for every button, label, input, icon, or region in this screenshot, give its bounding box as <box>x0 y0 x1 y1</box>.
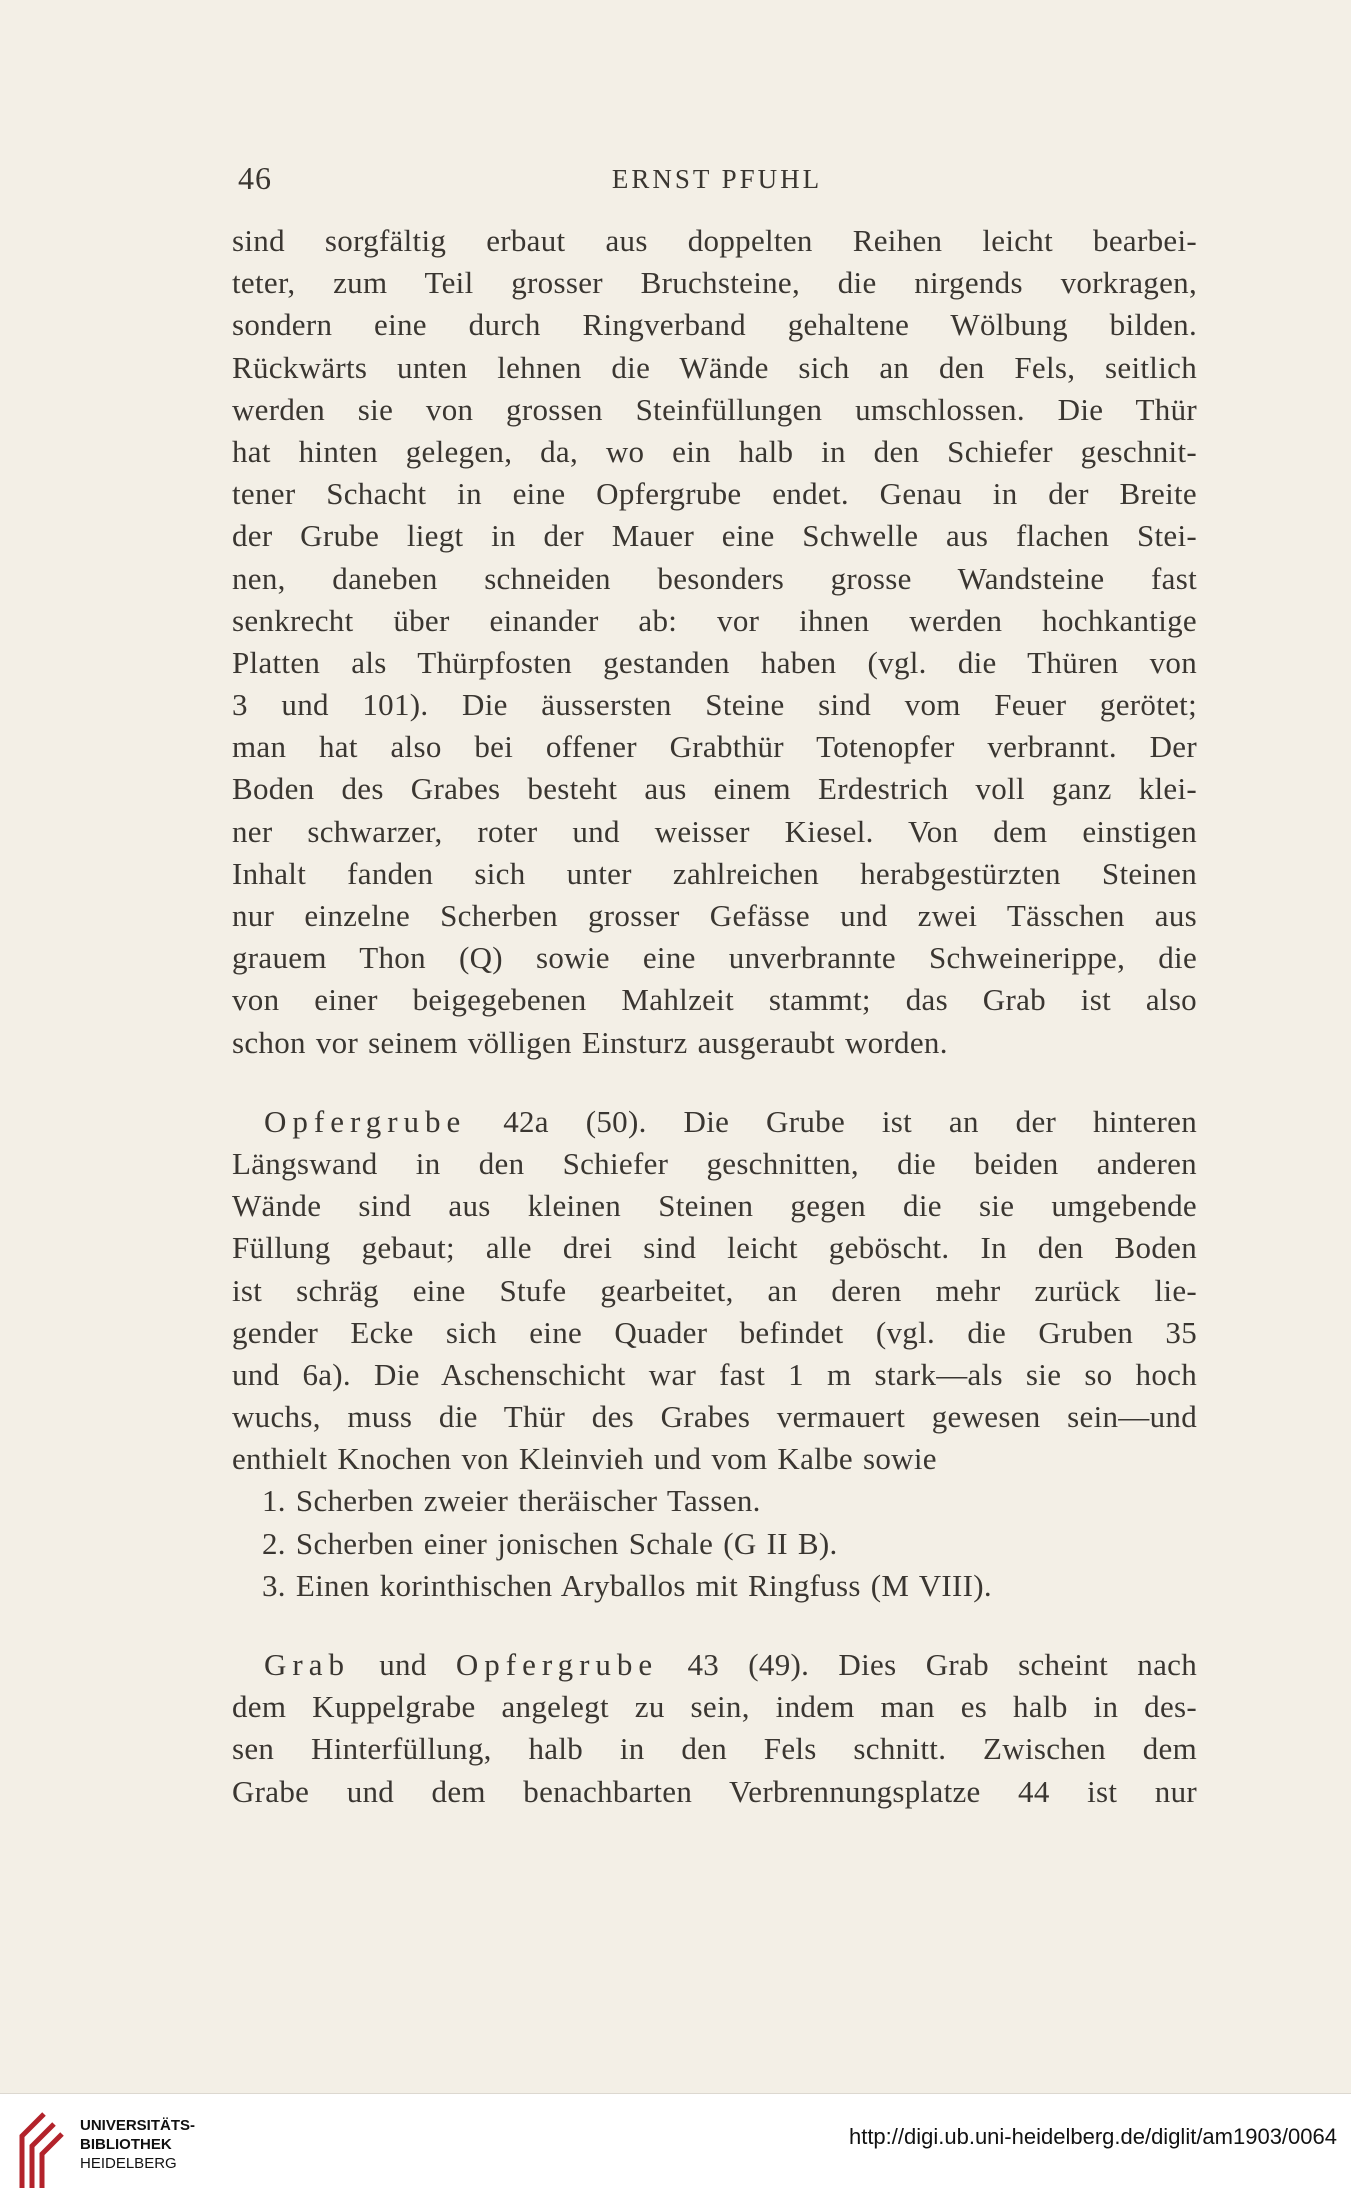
text-line: sondern eine durch Ringverband gehaltene Wölbung bilden. <box>232 307 1197 343</box>
text-span: 42a (50). Die Grube ist an der hinteren <box>466 1103 1197 1139</box>
text-line: Längswand in den Schiefer geschnitten, die beiden anderen <box>232 1145 1197 1181</box>
list-item: 2. Scherben einer jonischen Schale (G II B). <box>262 1525 838 1561</box>
text-line: teter, zum Teil grosser Bruchsteine, die nirgends vorkragen, <box>232 265 1197 301</box>
text-line: grauem Thon (Q) sowie eine unverbrannte Schweinerippe, die <box>232 940 1197 976</box>
text-line: schon vor seinem völligen Einsturz ausgeraubt worden. <box>232 1024 948 1060</box>
text-line: Füllung gebaut; alle drei sind leicht geböscht. In den Boden <box>232 1230 1197 1266</box>
text-line: ner schwarzer, roter und weisser Kiesel. Von dem einstigen <box>232 813 1197 849</box>
running-title: ERNST PFUHL <box>611 164 823 194</box>
text-line: Rückwärts unten lehnen die Wände sich an den Fels, seitlich <box>232 349 1197 385</box>
library-footer <box>0 2093 1351 2208</box>
text-line: nen, daneben schneiden besonders grosse Wandsteine fast <box>232 560 1197 596</box>
text-line: dem Kuppelgrabe angelegt zu sein, indem man es halb in des- <box>232 1689 1197 1725</box>
running-head <box>232 160 1202 200</box>
text-line: der Grube liegt in der Mauer eine Schwelle aus flachen Stei- <box>232 518 1197 554</box>
text-line: werden sie von grossen Steinfüllungen umschlossen. Die Thür <box>232 391 1197 427</box>
text-line: wuchs, muss die Thür des Grabes vermauert gewesen sein—und <box>232 1399 1197 1435</box>
text-line: Grabe und dem benachbarten Verbrennungsplatze 44 ist nur <box>232 1773 1197 1809</box>
text-line: tener Schacht in eine Opfergrube endet. Genau in der Breite <box>232 476 1197 512</box>
library-logo-icon <box>14 2110 66 2192</box>
text-span: und <box>349 1647 456 1682</box>
list-item: 1. Scherben zweier theräischer Tassen. <box>262 1483 761 1519</box>
text-line: man hat also bei offener Grabthür Totenopfer verbrannt. Der <box>232 729 1197 765</box>
list-item: 3. Einen korinthischen Aryballos mit Ringfuss (M VIII). <box>262 1567 992 1603</box>
text-line: Platten als Thürpfosten gestanden haben (vgl. die Thüren von <box>232 644 1197 680</box>
spaced-heading: Opfergrube <box>455 1647 659 1682</box>
page-number: 46 <box>238 160 272 196</box>
text-span: 43 (49). Dies Grab scheint nach <box>658 1647 1197 1682</box>
text-line: gender Ecke sich eine Quader befindet (vgl. die Gruben 35 <box>232 1314 1197 1350</box>
library-name-line: UNIVERSITÄTS- <box>80 2117 196 2134</box>
text-line: 3 und 101). Die äussersten Steine sind vom Feuer gerötet; <box>232 687 1197 723</box>
library-name <box>80 2116 195 2173</box>
text-line: Boden des Grabes besteht aus einem Erdestrich voll ganz klei- <box>232 771 1197 807</box>
text-line: sen Hinterfüllung, halb in den Fels schnitt. Zwischen dem <box>232 1731 1197 1767</box>
permalink-url[interactable]: http://digi.ub.uni-heidelberg.de/diglit/am1903/0064 <box>848 2124 1337 2149</box>
text-line: von einer beigegebenen Mahlzeit stammt; das Grab ist also <box>232 982 1197 1018</box>
text-line: ist schräg eine Stufe gearbeitet, an deren mehr zurück lie- <box>232 1272 1197 1308</box>
library-name-line: BIBLIOTHEK <box>80 2136 172 2153</box>
spaced-heading: Opfergrube <box>264 1103 467 1139</box>
spaced-heading: Grab <box>264 1647 350 1682</box>
text-line: enthielt Knochen von Kleinvieh und vom Kalbe sowie <box>232 1441 937 1477</box>
library-name-line: HEIDELBERG <box>80 2155 177 2172</box>
text-line: und 6a). Die Aschenschicht war fast 1 m stark—als sie so hoch <box>232 1356 1197 1392</box>
text-line: Wände sind aus kleinen Steinen gegen die sie umgebende <box>232 1188 1197 1224</box>
text-line: nur einzelne Scherben grosser Gefässe und zwei Tässchen aus <box>232 898 1197 933</box>
text-line: sind sorgfältig erbaut aus doppelten Reihen leicht bearbei- <box>232 223 1197 258</box>
text-line: hat hinten gelegen, da, wo ein halb in den Schiefer geschnit- <box>232 433 1197 469</box>
text-line: Inhalt fanden sich unter zahlreichen herabgestürzten Steinen <box>232 855 1197 891</box>
paragraph-opening-line <box>232 1101 1197 1143</box>
body-text <box>232 220 1197 1813</box>
text-line: senkrecht über einander ab: vor ihnen werden hochkantige <box>232 602 1197 638</box>
paragraph-opening-line <box>232 1644 1197 1686</box>
